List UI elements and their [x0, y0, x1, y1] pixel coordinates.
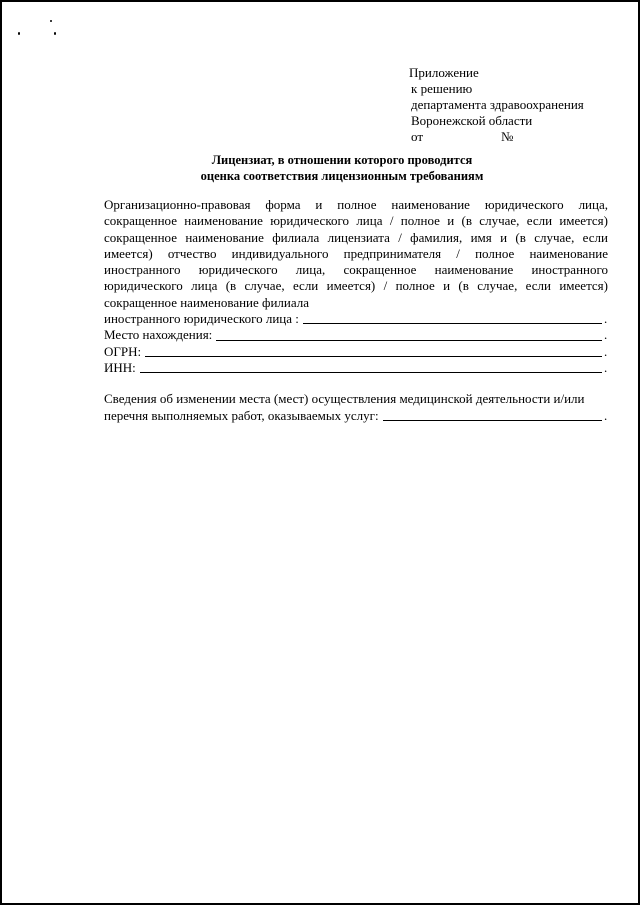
- location-field: [104, 327, 608, 343]
- changes-blank-line[interactable]: [383, 408, 602, 421]
- org-name-blank-line[interactable]: [303, 311, 602, 324]
- scan-specks: [16, 18, 66, 42]
- period: .: [604, 359, 608, 375]
- inn-label: ИНН:: [104, 359, 136, 375]
- heading-line: Лицензиат, в отношении которого проводится: [211, 153, 473, 167]
- appendix-line: Воронежской области: [411, 113, 533, 128]
- form-body: [104, 197, 608, 424]
- ogrn-label: ОГРН:: [104, 343, 142, 359]
- period: .: [604, 311, 608, 327]
- changes-label: перечня выполняемых работ, оказываемых услуг:: [104, 407, 379, 423]
- org-description: Организационно-правовая форма и полное наименование юридического лица, сокращенное наименование юридического лица / полное и (в случае, если имеется) сокращенное наименование филиала лицензиата / фамилия, имя и (в случае, если имеется) отчество индивидуального предпринимателя / полное наименование иностранного юридического лица, сокращенное наименование иностранного юридического лица (в случае, если имеется) / полное и (в случае, если имеется) сокращенное наименование филиала: [104, 197, 608, 310]
- scan-speck: [18, 32, 20, 35]
- location-blank-line[interactable]: [216, 328, 602, 341]
- org-name-label: иностранного юридического лица :: [104, 311, 299, 327]
- period: .: [604, 407, 608, 423]
- period: .: [604, 343, 608, 359]
- inn-field: [104, 360, 608, 376]
- inn-blank-line[interactable]: [140, 360, 602, 373]
- location-label: Место нахождения:: [104, 327, 213, 343]
- number-label: №: [501, 129, 514, 144]
- from-label: от: [411, 129, 424, 144]
- changes-field: [104, 408, 608, 424]
- ogrn-field: [104, 344, 608, 360]
- document-heading: [102, 152, 582, 184]
- appendix-line: департамента здравоохранения: [411, 97, 584, 112]
- appendix-date-number-line: [409, 129, 584, 145]
- appendix-block: [409, 65, 584, 145]
- scan-speck: [54, 32, 56, 35]
- changes-description: Сведения об изменении места (мест) осуществления медицинской деятельности и/или: [104, 391, 585, 407]
- scan-speck: [50, 20, 52, 22]
- period: .: [604, 327, 608, 343]
- org-name-field: [104, 311, 608, 327]
- ogrn-blank-line[interactable]: [145, 344, 602, 357]
- appendix-line: Приложение: [409, 65, 479, 80]
- appendix-line: к решению: [411, 81, 473, 96]
- heading-line: оценка соответствия лицензионным требованиям: [200, 169, 484, 183]
